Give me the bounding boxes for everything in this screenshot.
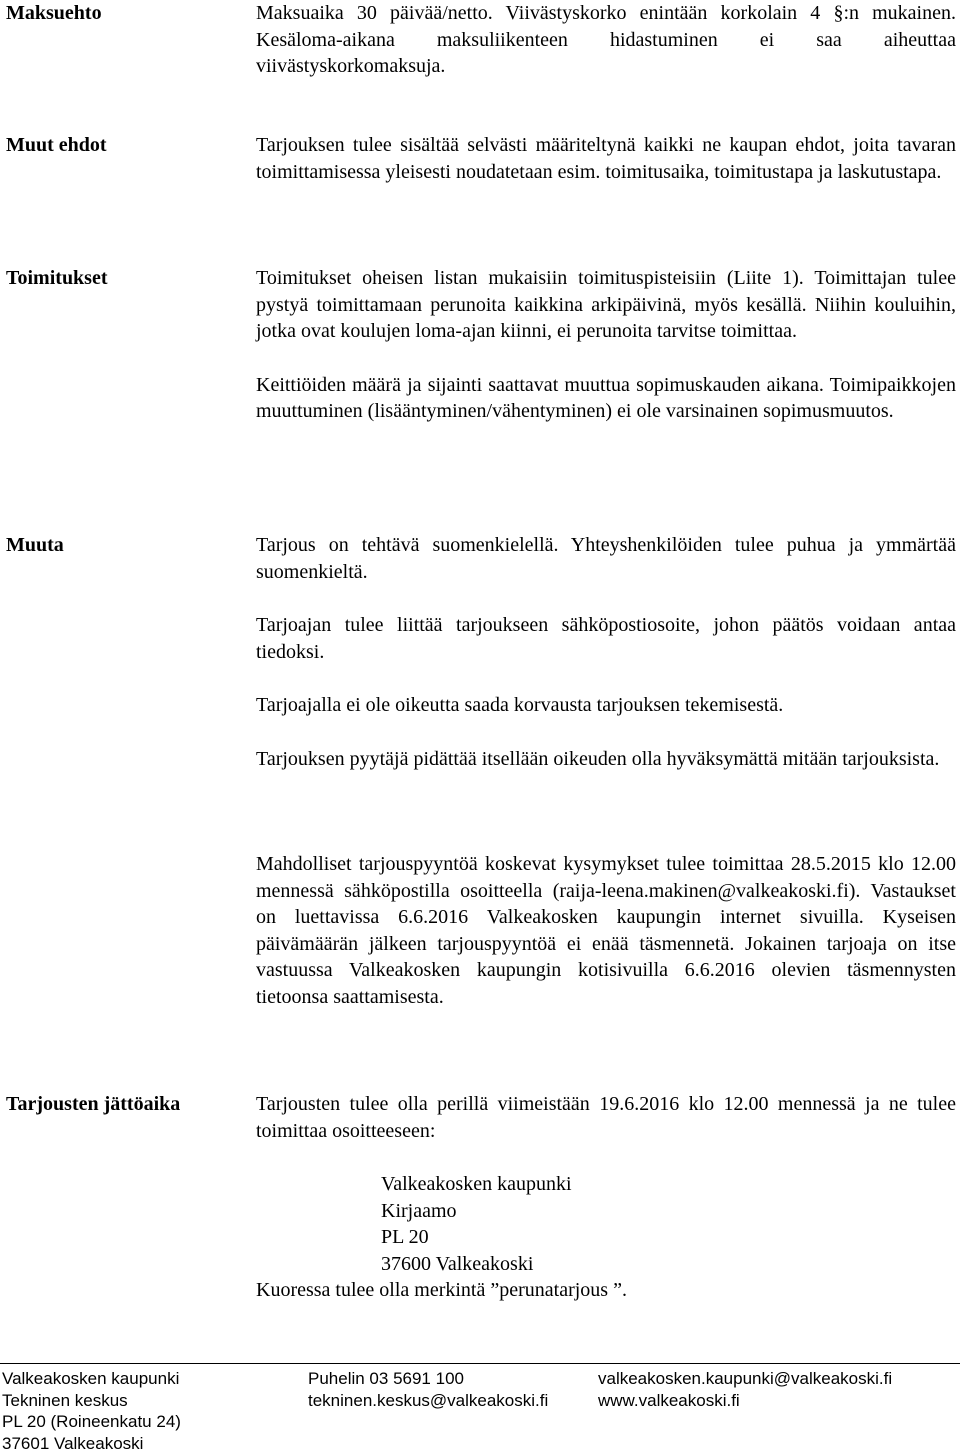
section-content	[256, 132, 956, 185]
footer-postcode: 37601 Valkeakoski	[2, 1433, 181, 1454]
paragraph: Tarjous on tehtävä suomenkielellä. Yhteyshenkilöiden tulee puhua ja ymmärtää suomenkieltä.	[256, 532, 956, 585]
section-content	[256, 532, 956, 772]
footer-website-link[interactable]: www.valkeakoski.fi	[598, 1390, 892, 1412]
paragraph: Keittiöiden määrä ja sijainti saattavat muuttua sopimuskauden aikana. Toimipaikkojen muuttuminen (lisääntyminen/vähentyminen) ei ole varsinainen sopimusmuutos.	[256, 372, 956, 425]
paragraph: Tarjouksen tulee sisältää selvästi määriteltynä kaikki ne kaupan ehdot, joita tavaran toimittamisessa yleisesti noudatetaan esim. toimitusaika, toimitustapa ja laskutustapa.	[256, 132, 956, 185]
address-line: Kirjaamo	[381, 1198, 956, 1225]
deadline-intro: Tarjousten tulee olla perillä viimeistään 19.6.2016 klo 12.00 mennessä ja ne tulee toimittaa osoitteeseen:	[256, 1091, 956, 1144]
section-label: Muuta	[6, 532, 64, 559]
footer-address-column	[2, 1368, 181, 1454]
section-label: Muut ehdot	[6, 132, 107, 159]
footer-email-link[interactable]: valkeakosken.kaupunki@valkeakoski.fi	[598, 1368, 892, 1390]
footer-divider	[0, 1363, 960, 1364]
address-line: Valkeakosken kaupunki	[381, 1171, 956, 1198]
footer-email-link[interactable]: tekninen.keskus@valkeakoski.fi	[308, 1390, 548, 1412]
paragraph: Mahdolliset tarjouspyyntöä koskevat kysymykset tulee toimittaa 28.5.2015 klo 12.00 mennessä sähköpostilla osoitteella (raija-leena.makinen@valkeakoski.fi). Vastaukset on luettavissa 6.6.2016 Valkeakosken kaupungin internet sivuilla. Kyseisen päivämäärän jälkeen tarjouspyyntöä ei enää täsmennetä. Jokainen tarjoaja on itse vastuussa Valkeakosken kaupungin kotisivuilla 6.6.2016 olevien täsmennysten tietoonsa saattamisesta.	[256, 851, 956, 1010]
paragraph: Tarjoajan tulee liittää tarjoukseen sähköpostiosoite, johon päätös voidaan antaa tiedoksi.	[256, 612, 956, 665]
section-content	[256, 0, 956, 80]
footer-department: Tekninen keskus	[2, 1390, 181, 1412]
paragraph: Toimitukset oheisen listan mukaisiin toimituspisteisiin (Liite 1). Toimittajan tulee pystyä toimittamaan perunoita kaikkina arkipäivinä, myös kesällä. Niihin kouluihin, jotka ovat koulujen loma-ajan kiinni, ei perunoita tarvitse toimittaa.	[256, 265, 956, 345]
paragraph: Maksuaika 30 päivää/netto. Viivästyskorko enintään korkolain 4 §:n mukainen. Kesäloma-aikana maksuliikenteen hidastuminen ei saa aiheuttaa viivästyskorkomaksuja.	[256, 0, 956, 80]
footer-phone: Puhelin 03 5691 100	[308, 1368, 548, 1390]
address-line: PL 20	[381, 1224, 956, 1251]
section-label: Toimitukset	[6, 265, 108, 292]
footer-web-column	[598, 1368, 892, 1411]
section-label: Tarjousten jättöaika	[6, 1091, 180, 1118]
envelope-marking: Kuoressa tulee olla merkintä ”perunatarjous ”.	[256, 1277, 956, 1304]
section-content	[256, 265, 956, 425]
footer-org: Valkeakosken kaupunki	[2, 1368, 181, 1390]
address-line: 37600 Valkeakoski	[381, 1251, 956, 1278]
delivery-address	[381, 1171, 956, 1277]
section-content	[256, 851, 956, 1010]
footer-postbox: PL 20 (Roineenkatu 24)	[2, 1411, 181, 1433]
section-label: Maksuehto	[6, 0, 102, 27]
paragraph: Tarjouksen pyytäjä pidättää itsellään oikeuden olla hyväksymättä mitään tarjouksista.	[256, 746, 956, 773]
footer-contact-column	[308, 1368, 548, 1411]
paragraph: Tarjoajalla ei ole oikeutta saada korvausta tarjouksen tekemisestä.	[256, 692, 956, 719]
section-content	[256, 1091, 956, 1304]
